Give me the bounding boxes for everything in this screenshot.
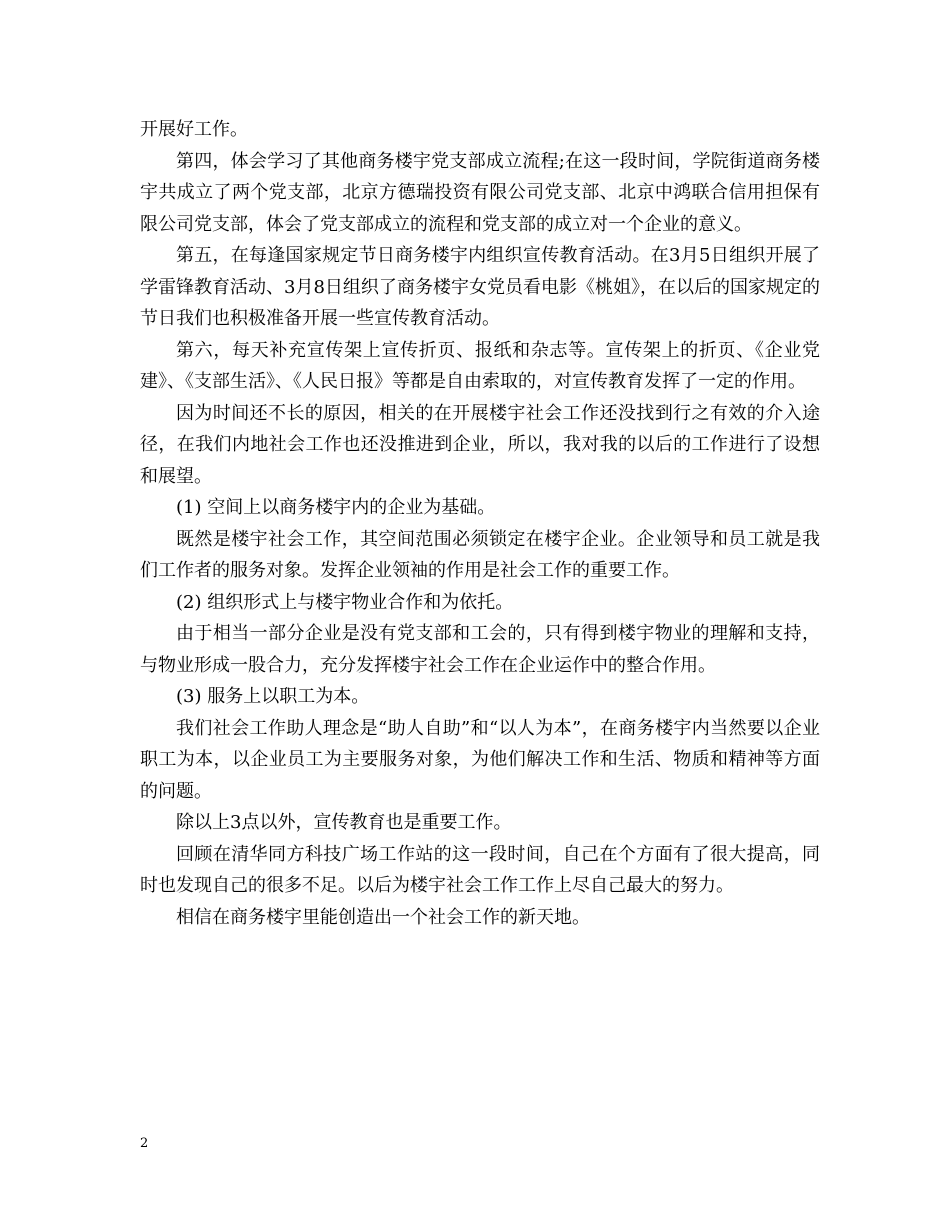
- paragraph-employee-focus: 我们社会工作助人理念是“助人自助”和“以人为本”，在商务楼宇内当然要以企业职工为本，以企业员工为主要服务对象，为他们解决工作和生活、物质和精神等方面的问题。: [140, 717, 820, 802]
- paragraph-review: 回顾在清华同方科技广场工作站的这一段时间，自己在个方面有了很大提高，同时也发现自己的很多不足。以后为楼宇社会工作工作上尽自己最大的努力。: [140, 843, 820, 896]
- paragraph-publicity: 除以上3点以外，宣传教育也是重要工作。: [176, 812, 512, 833]
- paragraph-space-basis: 既然是楼宇社会工作，其空间范围必须锁定在楼宇企业。企业领导和员工就是我们工作者的服务对象。发挥企业领袖的作用是社会工作的重要工作。: [140, 528, 820, 581]
- page-number: 2: [140, 1136, 149, 1151]
- paragraph-sixth-point: 第六，每天补充宣传架上宣传折页、报纸和杂志等。宣传架上的折页、《企业党建》、《支部生活》、《人民日报》等都是自由索取的，对宣传教育发挥了一定的作用。: [140, 339, 820, 392]
- list-heading-2: (2) 组织形式上与楼宇物业合作和为依托。: [176, 591, 514, 613]
- paragraph-continuation: 开展好工作。: [140, 119, 248, 140]
- list-heading-3: (3) 服务上以职工为本。: [176, 686, 370, 707]
- paragraph-closing: 相信在商务楼宇里能创造出一个社会工作的新天地。: [176, 906, 590, 928]
- paragraph-outlook-intro: 因为时间还不长的原因，相关的在开展楼宇社会工作还没找到行之有效的介入途径，在我们内地社会工作也还没推进到企业，所以，我对我的以后的工作进行了设想和展望。: [140, 402, 820, 487]
- paragraph-property-cooperation: 由于相当一部分企业是没有党支部和工会的，只有得到楼宇物业的理解和支持，与物业形成一股合力，充分发挥楼宇社会工作在企业运作中的整合作用。: [140, 623, 820, 676]
- list-heading-1: (1) 空间上以商务楼宇内的企业为基础。: [176, 497, 496, 518]
- document-body: [140, 114, 820, 933]
- paragraph-fourth-point: 第四，体会学习了其他商务楼宇党支部成立流程;在这一段时间，学院街道商务楼宇共成立了两个党支部，北京方德瑞投资有限公司党支部、北京中鸿联合信用担保有限公司党支部，体会了党支部成立的流程和党支部的成立对一个企业的意义。: [140, 150, 820, 235]
- paragraph-fifth-point: 第五，在每逢国家规定节日商务楼宇内组织宣传教育活动。在3月5日组织开展了学雷锋教育活动、3月8日组织了商务楼宇女党员看电影《桃姐》，在以后的国家规定的节日我们也积极准备开展一些宣传教育活动。: [140, 245, 820, 329]
